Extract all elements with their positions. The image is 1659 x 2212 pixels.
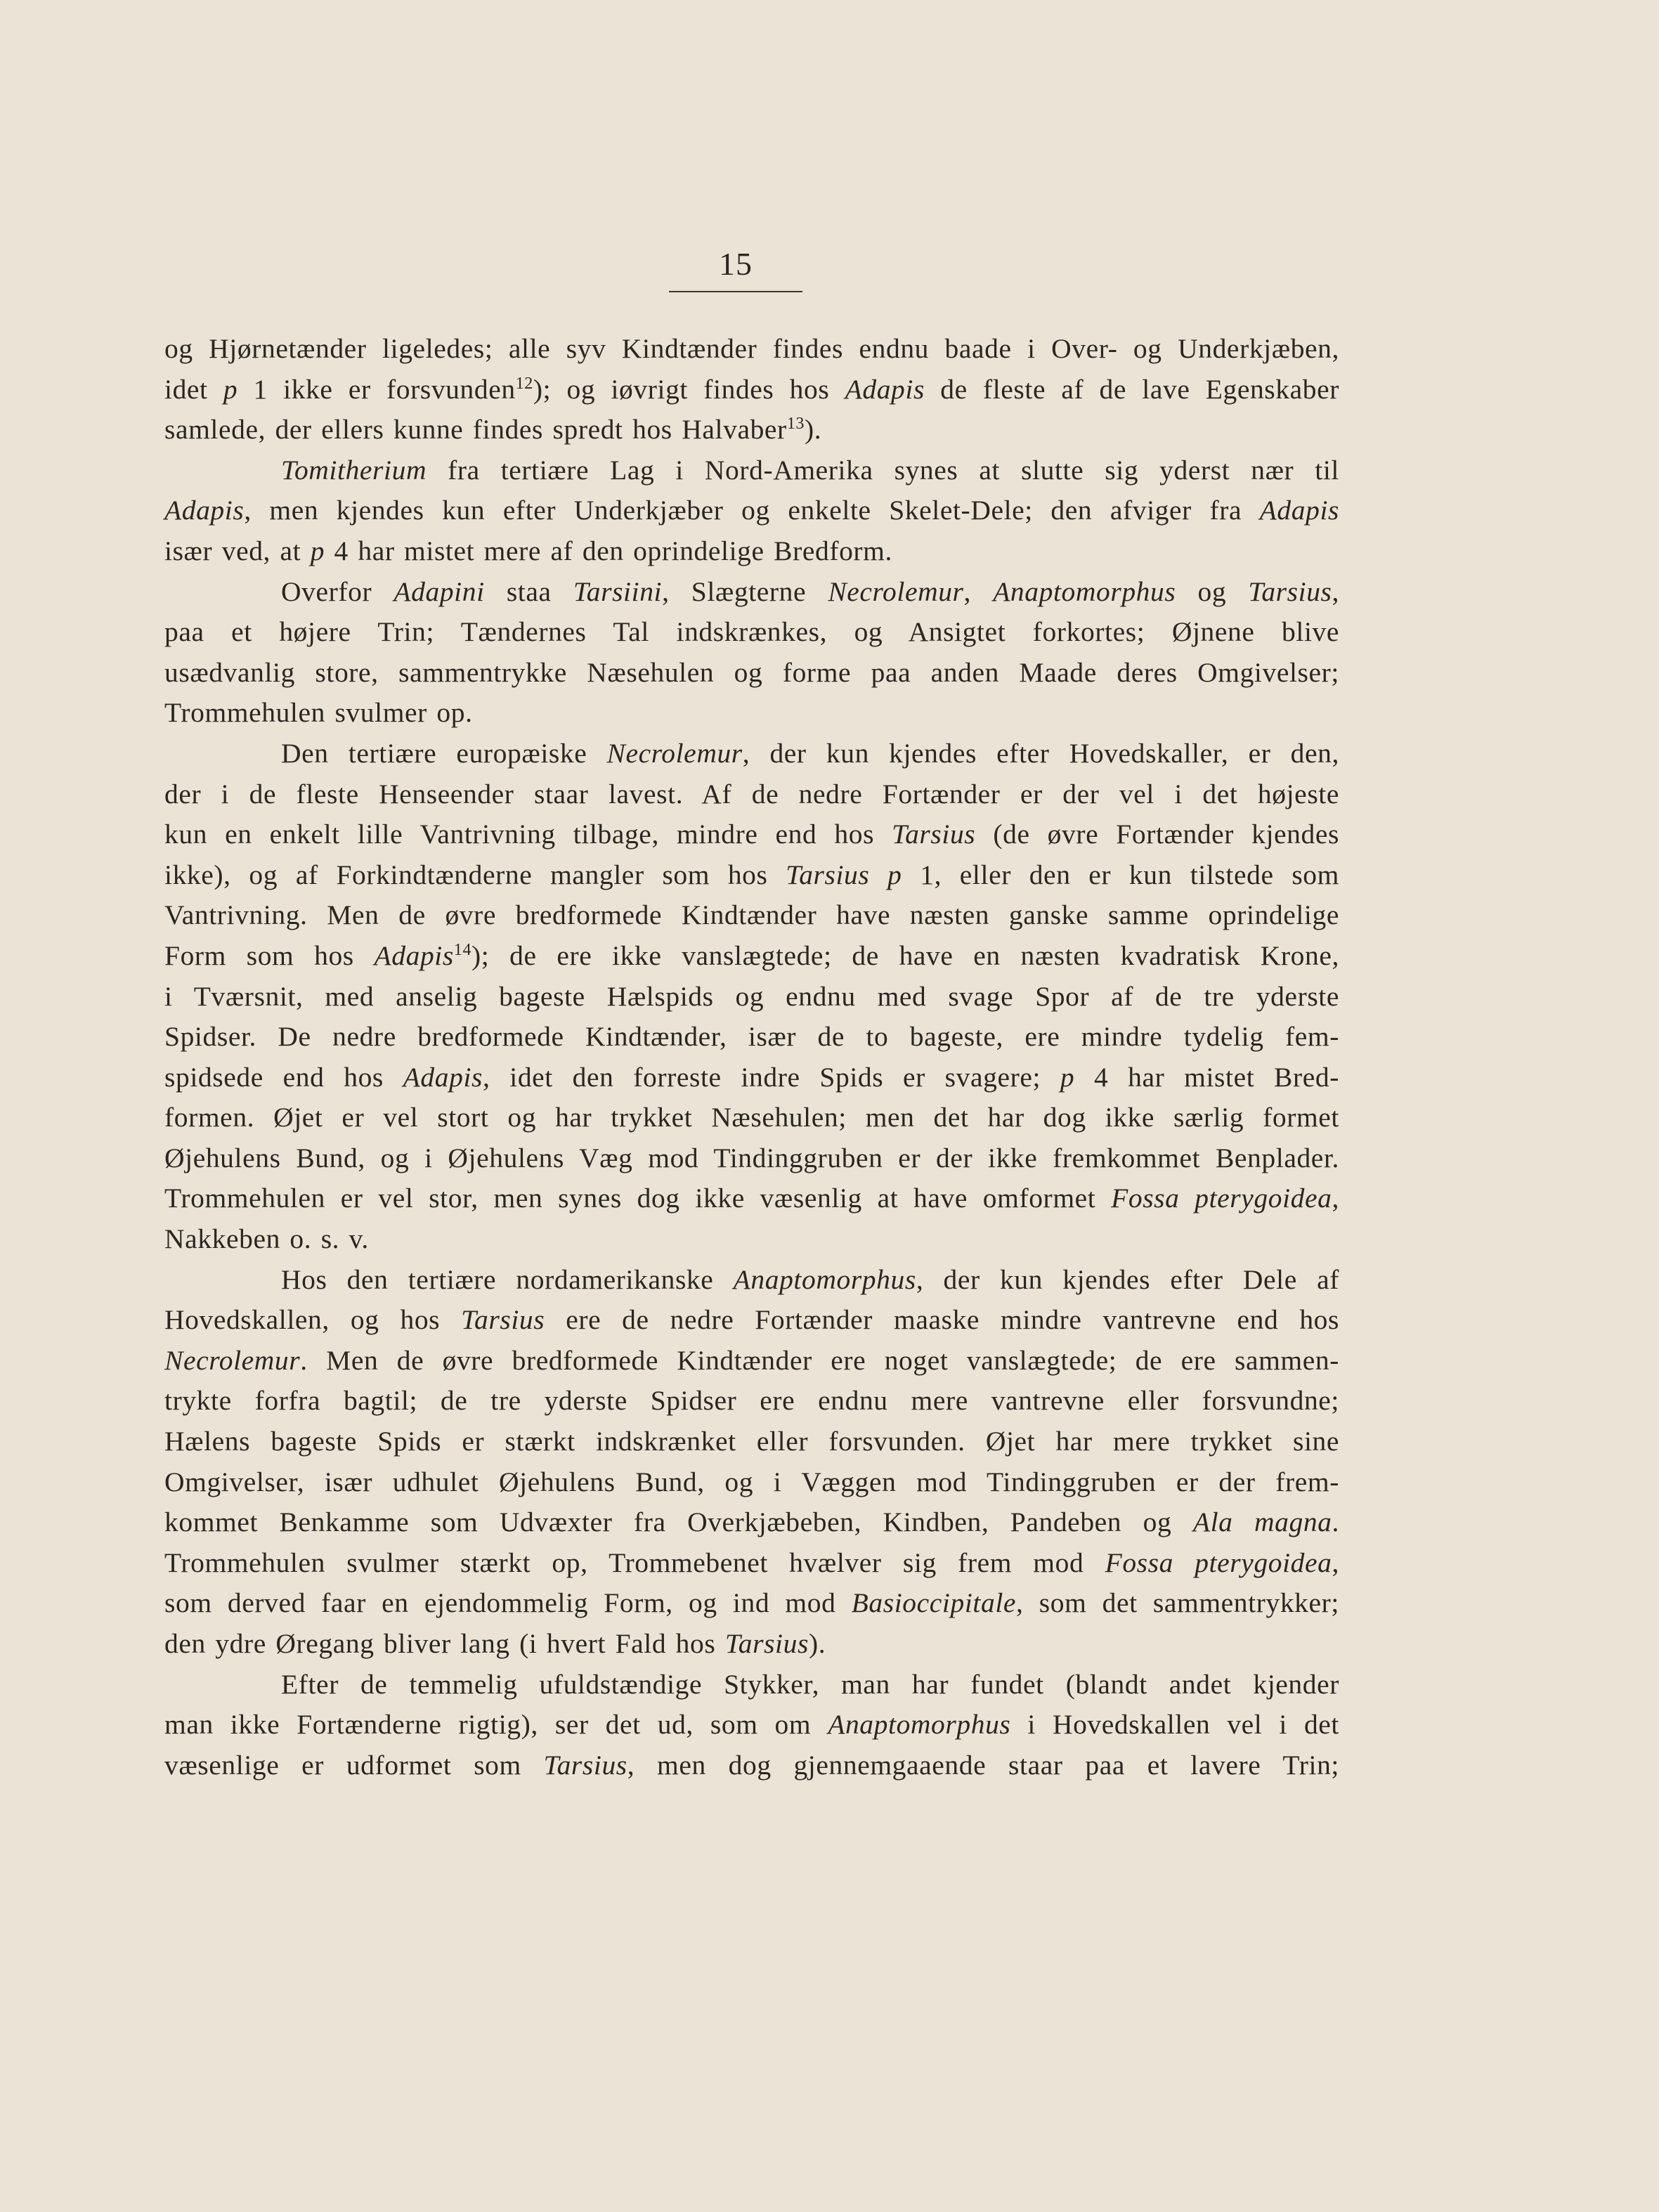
text-run: ); og iøvrigt findes hos <box>533 373 845 405</box>
text-line <box>164 855 1339 896</box>
text-run: , <box>1332 575 1340 607</box>
text-line <box>164 1624 1339 1665</box>
text-run: og Hjørnetænder ligeledes; alle syv Kindtænder findes endnu baade i Over- og Underkjæben, <box>164 333 1339 364</box>
text-run: ); de ere ikke vanslægtede; de have en næsten kvadratisk Krone, <box>471 939 1339 971</box>
page-number: 15 <box>719 246 753 282</box>
text-line <box>164 1178 1339 1219</box>
text-line <box>164 531 1339 572</box>
text-run: Den tertiære europæiske <box>281 737 607 769</box>
text-run: usædvanlig store, sammentrykke Næsehulen og forme paa anden Maade deres Omgivelser; <box>164 656 1339 688</box>
text-run: spidsede end hos <box>164 1061 403 1093</box>
text-run: der i de fleste Henseender staar lavest. Af de nedre Fortænder er der vel i det højeste <box>164 778 1339 809</box>
text-run: Trommehulen svulmer op. <box>164 697 473 729</box>
page-number-rule <box>669 291 802 292</box>
text-line <box>164 329 1339 370</box>
text-run: , idet den forreste indre Spids er svagere; <box>483 1061 1060 1093</box>
text-line <box>164 572 1339 613</box>
text-run: 1 ikke er forsvunden <box>238 373 516 405</box>
text-line <box>164 1745 1339 1786</box>
text-run: , der kun kjendes efter Dele af <box>916 1263 1339 1295</box>
italic-term: Adapis <box>845 373 925 405</box>
text-line <box>164 734 1339 774</box>
text-line <box>164 1543 1339 1584</box>
text-run: Trommehulen svulmer stærkt op, Trommebenet hvælver sig frem mod <box>164 1547 1105 1578</box>
text-run: staa <box>484 575 573 607</box>
italic-term: Adapis <box>403 1061 483 1093</box>
text-run: , men dog gjennemgaaende staar paa et lavere Trin; <box>627 1749 1339 1781</box>
text-run: (de øvre Fortænder kjendes <box>975 819 1339 850</box>
text-line <box>164 1705 1339 1745</box>
text-run: 4 har mistet Bred- <box>1074 1061 1339 1093</box>
italic-term: Adapis <box>164 495 245 526</box>
text-line <box>164 1058 1339 1098</box>
text-line <box>164 1381 1339 1421</box>
text-line <box>164 1219 1339 1260</box>
italic-term: p <box>223 373 238 405</box>
text-run: formen. Øjet er vel stort og har trykket Næsehulen; men det har dog ikke særlig formet <box>164 1102 1339 1133</box>
text-line <box>164 490 1339 531</box>
italic-term: Tarsius <box>461 1304 545 1336</box>
text-run: 4 har mistet mere af den oprindelige Bredform. <box>325 535 892 566</box>
text-run: ikke), og af Forkindtænderne mangler som hos <box>164 859 786 890</box>
text-run: fra tertiære Lag i Nord-Amerika synes at slutte sig yderst nær til <box>427 454 1339 486</box>
text-run: Overfor <box>281 575 394 607</box>
text-line <box>164 410 1339 450</box>
text-line <box>164 774 1339 815</box>
text-run: ere de nedre Fortænder maaske mindre vantrevne end hos <box>545 1304 1339 1336</box>
italic-term: Tarsius p <box>786 859 902 890</box>
text-run: Form som hos <box>164 939 375 971</box>
italic-term: Fossa pterygoidea <box>1111 1183 1332 1214</box>
text-run: væsenlige er udformet som <box>164 1749 544 1781</box>
text-line <box>164 653 1339 694</box>
text-run: som derved faar en ejendommelig Form, og ind mod <box>164 1587 852 1619</box>
italic-term: Necrolemur <box>164 1344 301 1376</box>
text-line <box>164 1665 1339 1705</box>
text-run: de fleste af de lave Egenskaber <box>924 373 1339 405</box>
italic-term: Basioccipitale <box>851 1587 1017 1619</box>
italic-term: Tarsius <box>1248 575 1332 607</box>
italic-term: Necrolemur <box>828 575 964 607</box>
text-line <box>164 977 1339 1017</box>
text-run: Spidser. De nedre bredformede Kindtænder, især de to bageste, ere mindre tydelig fem- <box>164 1021 1339 1053</box>
text-line <box>164 1462 1339 1503</box>
text-line <box>164 370 1339 410</box>
italic-term: Tarsius <box>892 819 976 850</box>
text-line <box>164 450 1339 491</box>
text-run: . <box>1332 1507 1339 1538</box>
text-run: Vantrivning. Men de øvre bredformede Kindtænder have næsten ganske samme oprindelige <box>164 899 1339 931</box>
text-run: Hovedskallen, og hos <box>164 1304 462 1336</box>
italic-term: Ala magna <box>1192 1507 1332 1538</box>
text-run: Hos den tertiære nordamerikanske <box>281 1263 734 1295</box>
text-run: i Tværsnit, med anselig bageste Hælspids og endnu med svage Spor af de tre yderste <box>164 980 1339 1012</box>
text-run: , men kjendes kun efter Underkjæber og enkelte Skelet-Dele; den afviger fra <box>244 495 1260 526</box>
footnote-reference: 12 <box>515 374 533 393</box>
text-line <box>164 1260 1339 1301</box>
text-run: , som det sammentrykker; <box>1016 1587 1339 1619</box>
text-run: den ydre Øregang bliver lang (i hvert Fald hos <box>164 1628 725 1659</box>
text-line <box>164 1421 1339 1462</box>
text-line <box>164 895 1339 936</box>
text-line <box>164 1300 1339 1341</box>
text-line <box>164 1017 1339 1058</box>
text-line <box>164 1583 1339 1624</box>
text-run: og <box>1176 575 1249 607</box>
text-run: idet <box>164 373 223 405</box>
text-run: , Slægterne <box>662 575 828 607</box>
text-run: Hælens bageste Spids er stærkt indskrænket eller forsvunden. Øjet har mere trykket sine <box>164 1426 1339 1457</box>
italic-term: Tomitherium <box>281 454 427 486</box>
text-line <box>164 612 1339 653</box>
text-run: Omgivelser, især udhulet Øjehulens Bund, og i Væggen mod Tindinggruben er der frem- <box>164 1466 1339 1497</box>
text-line <box>164 1098 1339 1138</box>
text-run: ). <box>808 1628 826 1659</box>
text-run: . Men de øvre bredformede Kindtænder ere noget vanslægtede; de ere sammen- <box>300 1344 1339 1376</box>
footnote-reference: 14 <box>453 940 472 959</box>
text-line <box>164 1138 1339 1179</box>
text-run: især ved, at <box>164 535 311 566</box>
italic-term: Adapis <box>1259 495 1339 526</box>
body-text <box>164 329 1339 1785</box>
italic-term: Anaptomorphus <box>993 575 1176 607</box>
italic-term: p <box>1060 1061 1075 1093</box>
text-line <box>164 814 1339 855</box>
italic-term: Fossa pterygoidea <box>1105 1547 1332 1578</box>
text-run: kommet Benkamme som Udvæxter fra Overkjæbeben, Kindben, Pandeben og <box>164 1507 1193 1538</box>
text-run: samlede, der ellers kunne findes spredt hos Halvaber <box>164 414 787 445</box>
text-line <box>164 1341 1339 1381</box>
text-run: Øjehulens Bund, og i Øjehulens Væg mod Tindinggruben er der ikke fremkommet Benplader. <box>164 1142 1339 1173</box>
text-run: kun en enkelt lille Vantrivning tilbage, mindre end hos <box>164 819 892 850</box>
italic-term: Anaptomorphus <box>733 1263 916 1295</box>
italic-term: Necrolemur <box>606 737 743 769</box>
text-run: trykte forfra bagtil; de tre yderste Spidser ere endnu mere vantrevne eller forsvundne; <box>164 1385 1339 1417</box>
text-run: , <box>1332 1547 1339 1578</box>
text-run: Trommehulen er vel stor, men synes dog ikke væsenlig at have omformet <box>164 1183 1112 1214</box>
text-run: man ikke Fortænderne rigtig), ser det ud, som om <box>164 1709 828 1741</box>
text-run: , der kun kjendes efter Hovedskaller, er den, <box>742 737 1339 769</box>
text-run: Efter de temmelig ufuldstændige Stykker, man har fundet (blandt andet kjender <box>281 1668 1339 1700</box>
footnote-reference: 13 <box>786 415 805 434</box>
italic-term: Anaptomorphus <box>828 1709 1011 1741</box>
italic-term: Adapis <box>374 939 454 971</box>
text-run: , <box>1332 1183 1339 1214</box>
text-run: , <box>963 575 994 607</box>
italic-term: Tarsiini <box>573 575 663 607</box>
italic-term: Tarsius <box>543 1749 627 1781</box>
text-line <box>164 1502 1339 1543</box>
italic-term: Tarsius <box>724 1628 809 1659</box>
text-run: Nakkeben o. s. v. <box>164 1223 369 1255</box>
italic-term: Adapini <box>393 575 485 607</box>
italic-term: p <box>310 535 325 566</box>
text-run: ). <box>805 414 822 445</box>
text-run: paa et højere Trin; Tændernes Tal indskrænkes, og Ansigtet forkortes; Øjnene blive <box>164 616 1339 648</box>
text-run: i Hovedskallen vel i det <box>1010 1709 1339 1741</box>
text-run: 1, eller den er kun tilstede som <box>902 859 1339 890</box>
text-line <box>164 693 1339 734</box>
text-line <box>164 936 1339 977</box>
